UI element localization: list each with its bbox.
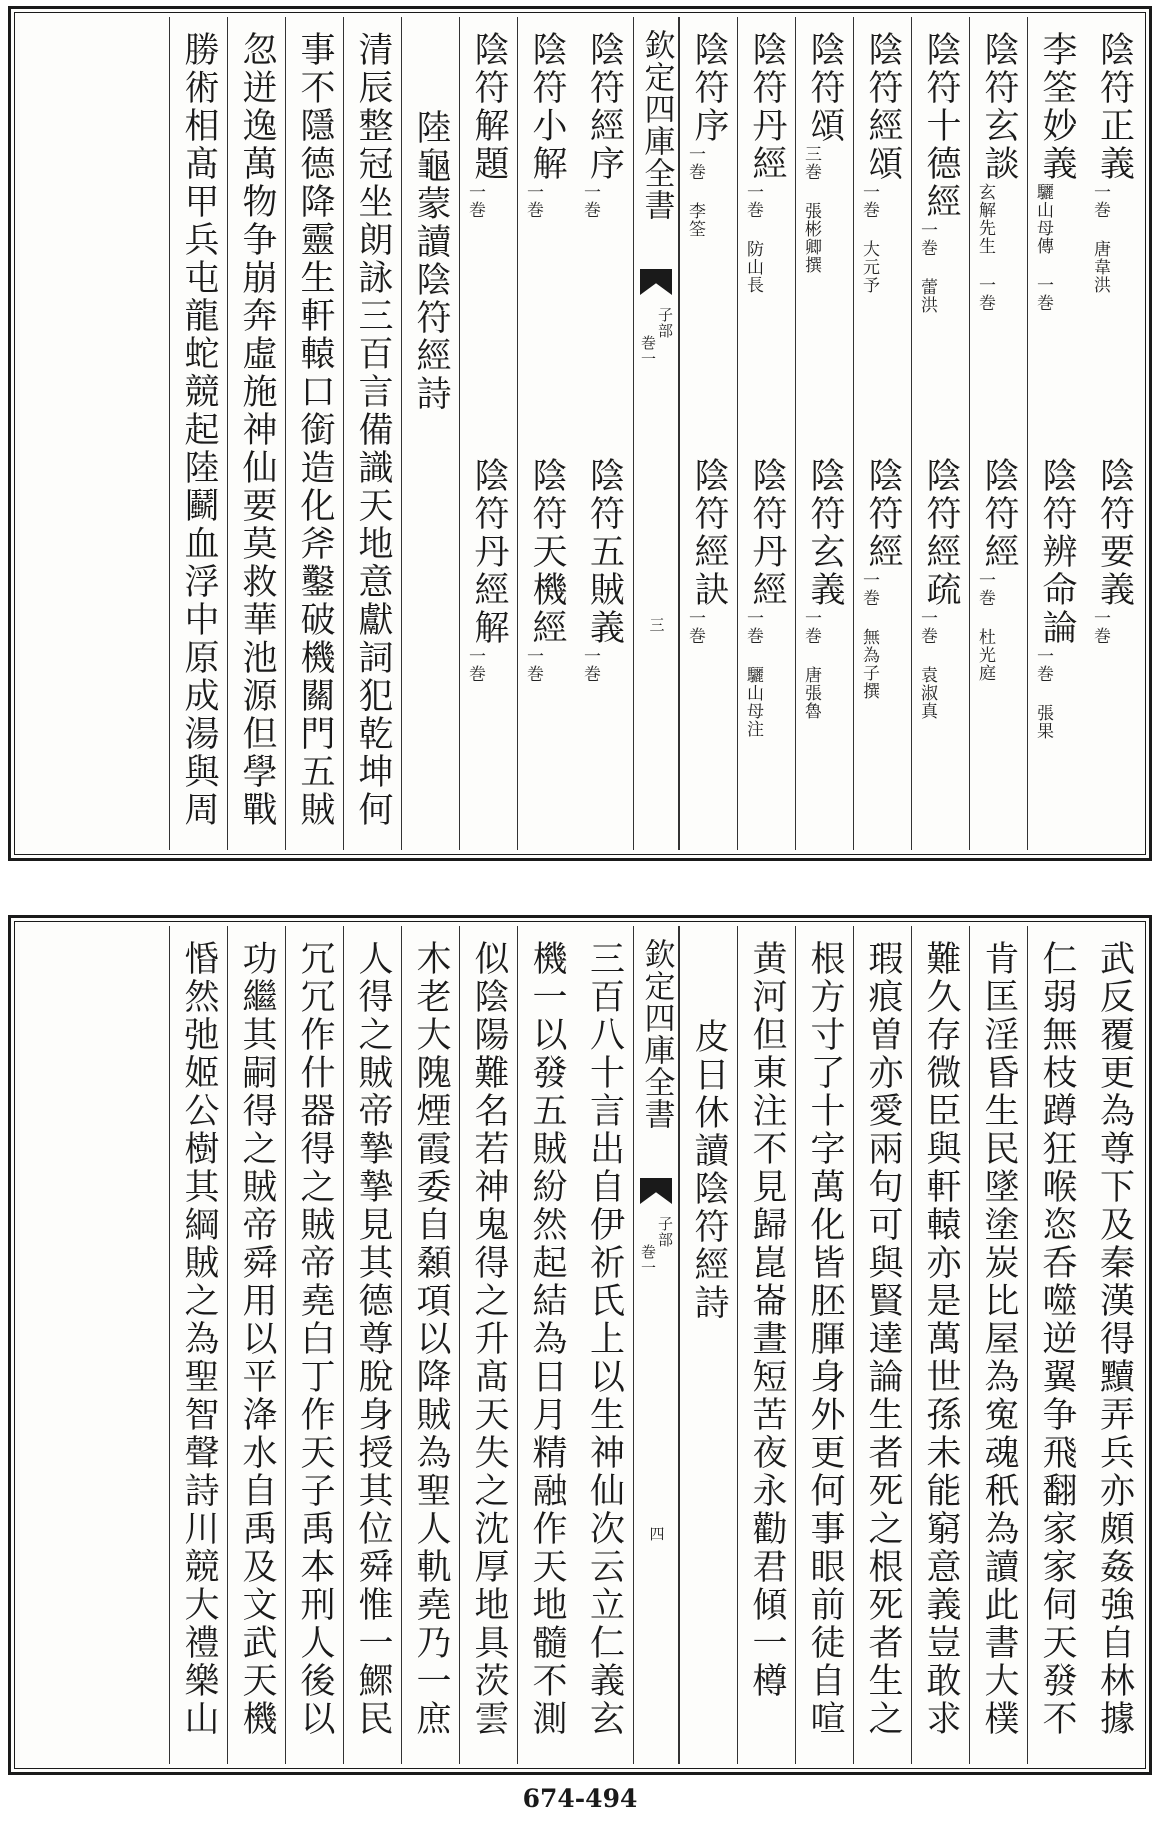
column-main-text: 清辰整冠坐朗詠三百言備識天地意獻詞犯乾坤何 (353, 31, 393, 829)
text-column (459, 926, 517, 1764)
text-column (1085, 17, 1143, 850)
column-main-text: 黄河但東注不見歸崑崙晝短苦夜永勸君傾一樽 (747, 940, 787, 1700)
fish-tail-mark (640, 269, 672, 295)
folio-number: 三 (647, 617, 666, 633)
text-column (1027, 17, 1085, 850)
column-main-text: 李筌妙義 (1037, 31, 1077, 183)
text-column (575, 926, 633, 1764)
folio-number: 四 (647, 1526, 666, 1542)
column-main-text: 陰符玄談 (979, 31, 1019, 183)
column-annotation: 三巻 張彬卿撰 (801, 145, 821, 274)
column-main-text-lower: 陰符經訣 (689, 457, 729, 609)
column-annotation-lower: 一巻 無為子撰 (859, 571, 879, 700)
column-main-text: 陰符小解 (527, 31, 567, 183)
column-main-text: 皮日休讀陰符經詩 (689, 1018, 729, 1322)
column-main-text-lower: 陰符辨命論 (1037, 457, 1077, 647)
text-column (517, 17, 575, 850)
column-main-text: 陸龜蒙讀陰符經詩 (411, 109, 451, 413)
column-main-text-lower: 陰符丹經 (747, 457, 787, 609)
text-column (459, 17, 517, 850)
column-annotation-lower: 一巻 杜光庭 (975, 571, 995, 682)
column-main-text: 陰符經頌 (863, 31, 903, 183)
column-main-text-lower: 陰符要義 (1094, 457, 1135, 609)
column-annotation: 驪山母傳 一巻 (1033, 183, 1053, 312)
book-title: 欽定四庫全書 (638, 29, 675, 221)
category-label: 子部 (656, 1216, 674, 1248)
text-column (169, 926, 227, 1764)
text-column (285, 926, 343, 1764)
text-column (795, 926, 853, 1764)
column-annotation-lower: 一巻 (1090, 609, 1110, 645)
text-column (343, 17, 401, 850)
text-column (517, 926, 575, 1764)
center-strip (633, 17, 679, 850)
text-column (911, 17, 969, 850)
text-column (1085, 926, 1143, 1764)
column-main-text: 陰符序 (689, 31, 729, 145)
text-column (401, 926, 459, 1764)
column-main-text: 惛然弛姬公樹其綱賊之為聖智聲詩川競大禮樂山 (179, 940, 219, 1738)
text-column (169, 17, 227, 850)
column-annotation: 一巻 (580, 183, 600, 219)
text-column (285, 17, 343, 850)
column-main-text-lower: 陰符丹經解 (469, 457, 509, 647)
fish-tail-mark (640, 1178, 672, 1204)
column-main-text: 肯匡淫昏生民墜塗炭比屋為寃魂秖為讀此書大樸 (979, 940, 1019, 1738)
column-main-text-lower: 陰符五賊義 (584, 457, 625, 647)
column-main-text: 陰符解題 (469, 31, 509, 183)
text-column (911, 926, 969, 1764)
column-main-text: 似陰陽難名若神鬼得之升髙天失之沈厚地具茨雲 (469, 940, 509, 1738)
category-label: 子部 (656, 307, 674, 339)
text-column (737, 926, 795, 1764)
column-main-text: 事不隱德降靈生軒轅口銜造化斧鑿破機關門五賊 (295, 31, 335, 829)
column-main-text-lower: 陰符經 (979, 457, 1019, 571)
column-main-text: 功繼其嗣得之賊帝舜用以平洚水自禹及文武天機 (237, 940, 277, 1738)
volume-label: 巻一 (639, 335, 657, 367)
column-annotation: 一巻 (465, 183, 485, 219)
text-column (795, 17, 853, 850)
column-main-text: 機一以發五賊紛然起結為日月精融作天地髓不測 (527, 940, 567, 1738)
text-column (853, 926, 911, 1764)
bottom-page (8, 915, 1152, 1775)
column-annotation: 玄解先生 一巻 (975, 183, 995, 312)
column-annotation-lower: 一巻 驪山母注 (743, 609, 763, 738)
text-column (679, 926, 737, 1764)
column-annotation-lower: 一巻 (580, 647, 600, 683)
column-main-text: 人得之賊帝摯摯見其德尊脫身授其位舜惟一鰥民 (353, 940, 393, 1738)
column-annotation-lower: 一巻 張果 (1033, 647, 1053, 740)
volume-label: 巻一 (639, 1244, 657, 1276)
text-column (679, 17, 737, 850)
column-main-text-lower: 陰符經疏 (921, 457, 961, 609)
text-column (227, 17, 285, 850)
text-column (343, 926, 401, 1764)
column-main-text: 陰符正義 (1094, 31, 1135, 183)
center-strip (633, 926, 679, 1764)
column-annotation: 一巻 李筌 (685, 145, 705, 238)
text-column (969, 926, 1027, 1764)
text-column (853, 17, 911, 850)
column-annotation: 一巻 (523, 183, 543, 219)
column-main-text: 陰符十德經 (921, 31, 961, 221)
column-annotation: 一巻 蕾洪 (917, 221, 937, 314)
book-title: 欽定四庫全書 (638, 938, 675, 1130)
column-annotation-lower: 一巻 (685, 609, 705, 645)
column-main-text: 忽迸逸萬物争崩奔虛施神仙要莫救華池源但學戰 (237, 31, 277, 829)
text-column (401, 17, 459, 850)
column-main-text-lower: 陰符經 (863, 457, 903, 571)
column-main-text: 瑕痕曽亦愛兩句可與賢達論生者死之根死者生之 (863, 940, 903, 1738)
column-main-text: 冗冗作什器得之賊帝堯白丁作天子禹本刑人後以 (295, 940, 335, 1738)
column-annotation-lower: 一巻 袁淑真 (917, 609, 937, 720)
column-main-text: 三百八十言出自伊祈氏上以生神仙次云立仁義玄 (584, 940, 625, 1738)
column-annotation: 一巻 唐韋洪 (1090, 183, 1110, 294)
column-main-text: 仁弱無枝蹲狂喉恣呑噬逆翼争飛翻家家伺天發不 (1037, 940, 1077, 1738)
column-main-text: 難久存微臣與軒轅亦是萬世孫未能窮意義豈敢求 (921, 940, 961, 1738)
column-main-text: 陰符經序 (584, 31, 625, 183)
column-main-text: 勝術相髙甲兵屯龍蛇競起陸鬬血浮中原成湯與周 (179, 31, 219, 829)
column-main-text: 陰符頌 (805, 31, 845, 145)
column-main-text-lower: 陰符玄義 (805, 457, 845, 609)
text-column (227, 926, 285, 1764)
text-column (1027, 926, 1085, 1764)
top-page (8, 6, 1152, 861)
text-column (737, 17, 795, 850)
column-main-text: 陰符丹經 (747, 31, 787, 183)
page-footer-number: 674-494 (522, 1784, 638, 1813)
column-main-text: 木老大隗煙霞委自顙項以降賊為聖人軌堯乃一庶 (411, 940, 451, 1738)
column-main-text: 武反覆更為尊下及秦漢得黷弄兵亦頗姦強自林據 (1094, 940, 1135, 1738)
column-annotation: 一巻 大元予 (859, 183, 879, 294)
text-column (969, 17, 1027, 850)
text-column (575, 17, 633, 850)
column-annotation-lower: 一巻 (465, 647, 485, 683)
column-annotation: 一巻 防山長 (743, 183, 763, 294)
column-annotation-lower: 一巻 (523, 647, 543, 683)
column-main-text-lower: 陰符天機經 (527, 457, 567, 647)
column-annotation-lower: 一巻 唐張魯 (801, 609, 821, 720)
column-main-text: 根方寸了十字萬化皆胚腪身外更何事眼前徒自喧 (805, 940, 845, 1738)
